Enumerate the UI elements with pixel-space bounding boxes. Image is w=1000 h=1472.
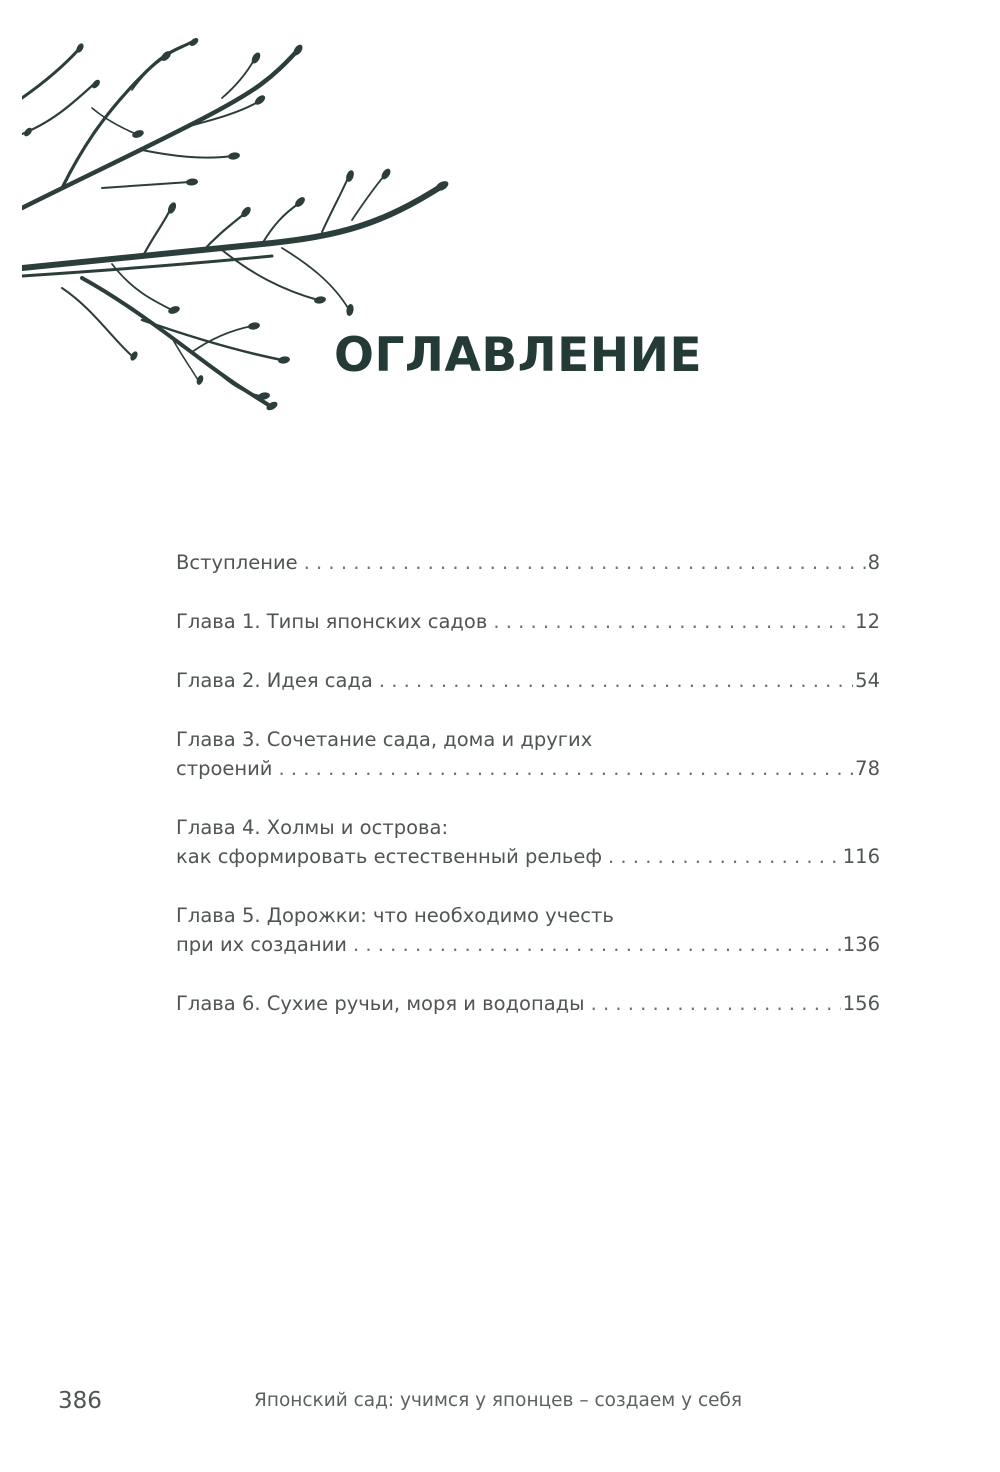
page-title: ОГЛАВЛЕНИЕ (334, 328, 703, 383)
toc-entry[interactable] (176, 607, 880, 636)
toc-entry-row (176, 548, 880, 577)
toc-entry-line: Глава 4. Холмы и острова: (176, 816, 449, 839)
toc-entry-title: Глава 2. Идея сада (176, 669, 373, 692)
dot-leader (379, 666, 853, 695)
toc-page-number: 156 (842, 992, 880, 1015)
toc-page-number: 8 (867, 551, 880, 574)
table-of-contents (176, 548, 880, 1048)
toc-entry[interactable] (176, 725, 880, 783)
toc-entry-line: Глава 5. Дорожки: что необходимо учесть (176, 904, 614, 927)
toc-entry[interactable] (176, 666, 880, 695)
toc-entry[interactable] (176, 813, 880, 871)
toc-entry-title: Вступление (176, 551, 298, 574)
dot-leader (493, 607, 853, 636)
toc-entry[interactable] (176, 548, 880, 577)
toc-entry[interactable] (176, 901, 880, 959)
toc-page-number: 12 (855, 610, 880, 633)
toc-entry-line: Глава 3. Сочетание сада, дома и других (176, 728, 593, 751)
toc-entry-row (176, 989, 880, 1018)
footer-page-number: 386 (58, 1388, 102, 1414)
toc-entry[interactable] (176, 989, 880, 1018)
toc-page-number: 78 (855, 757, 880, 780)
toc-entry-row (176, 754, 880, 783)
dot-leader (608, 842, 841, 871)
dot-leader (353, 930, 841, 959)
toc-entry-row (176, 930, 880, 959)
toc-entry-title: Глава 6. Сухие ручьи, моря и водопады (176, 992, 585, 1015)
toc-page-number: 116 (842, 845, 880, 868)
dot-leader (591, 989, 841, 1018)
dot-leader (304, 548, 866, 577)
toc-entry-title: как сформировать естественный рельеф (176, 845, 603, 868)
toc-entry-row (176, 607, 880, 636)
toc-entry-row (176, 666, 880, 695)
dot-leader (278, 754, 853, 783)
toc-entry-title: Глава 1. Типы японских садов (176, 610, 488, 633)
toc-page-number: 136 (842, 933, 880, 956)
toc-entry-title: при их создании (176, 933, 347, 956)
toc-entry-row (176, 842, 880, 871)
toc-page-number: 54 (855, 669, 880, 692)
toc-entry-title: строений (176, 757, 273, 780)
footer-book-title: Японский сад: учимся у японцев – создаем у себя (254, 1390, 743, 1411)
